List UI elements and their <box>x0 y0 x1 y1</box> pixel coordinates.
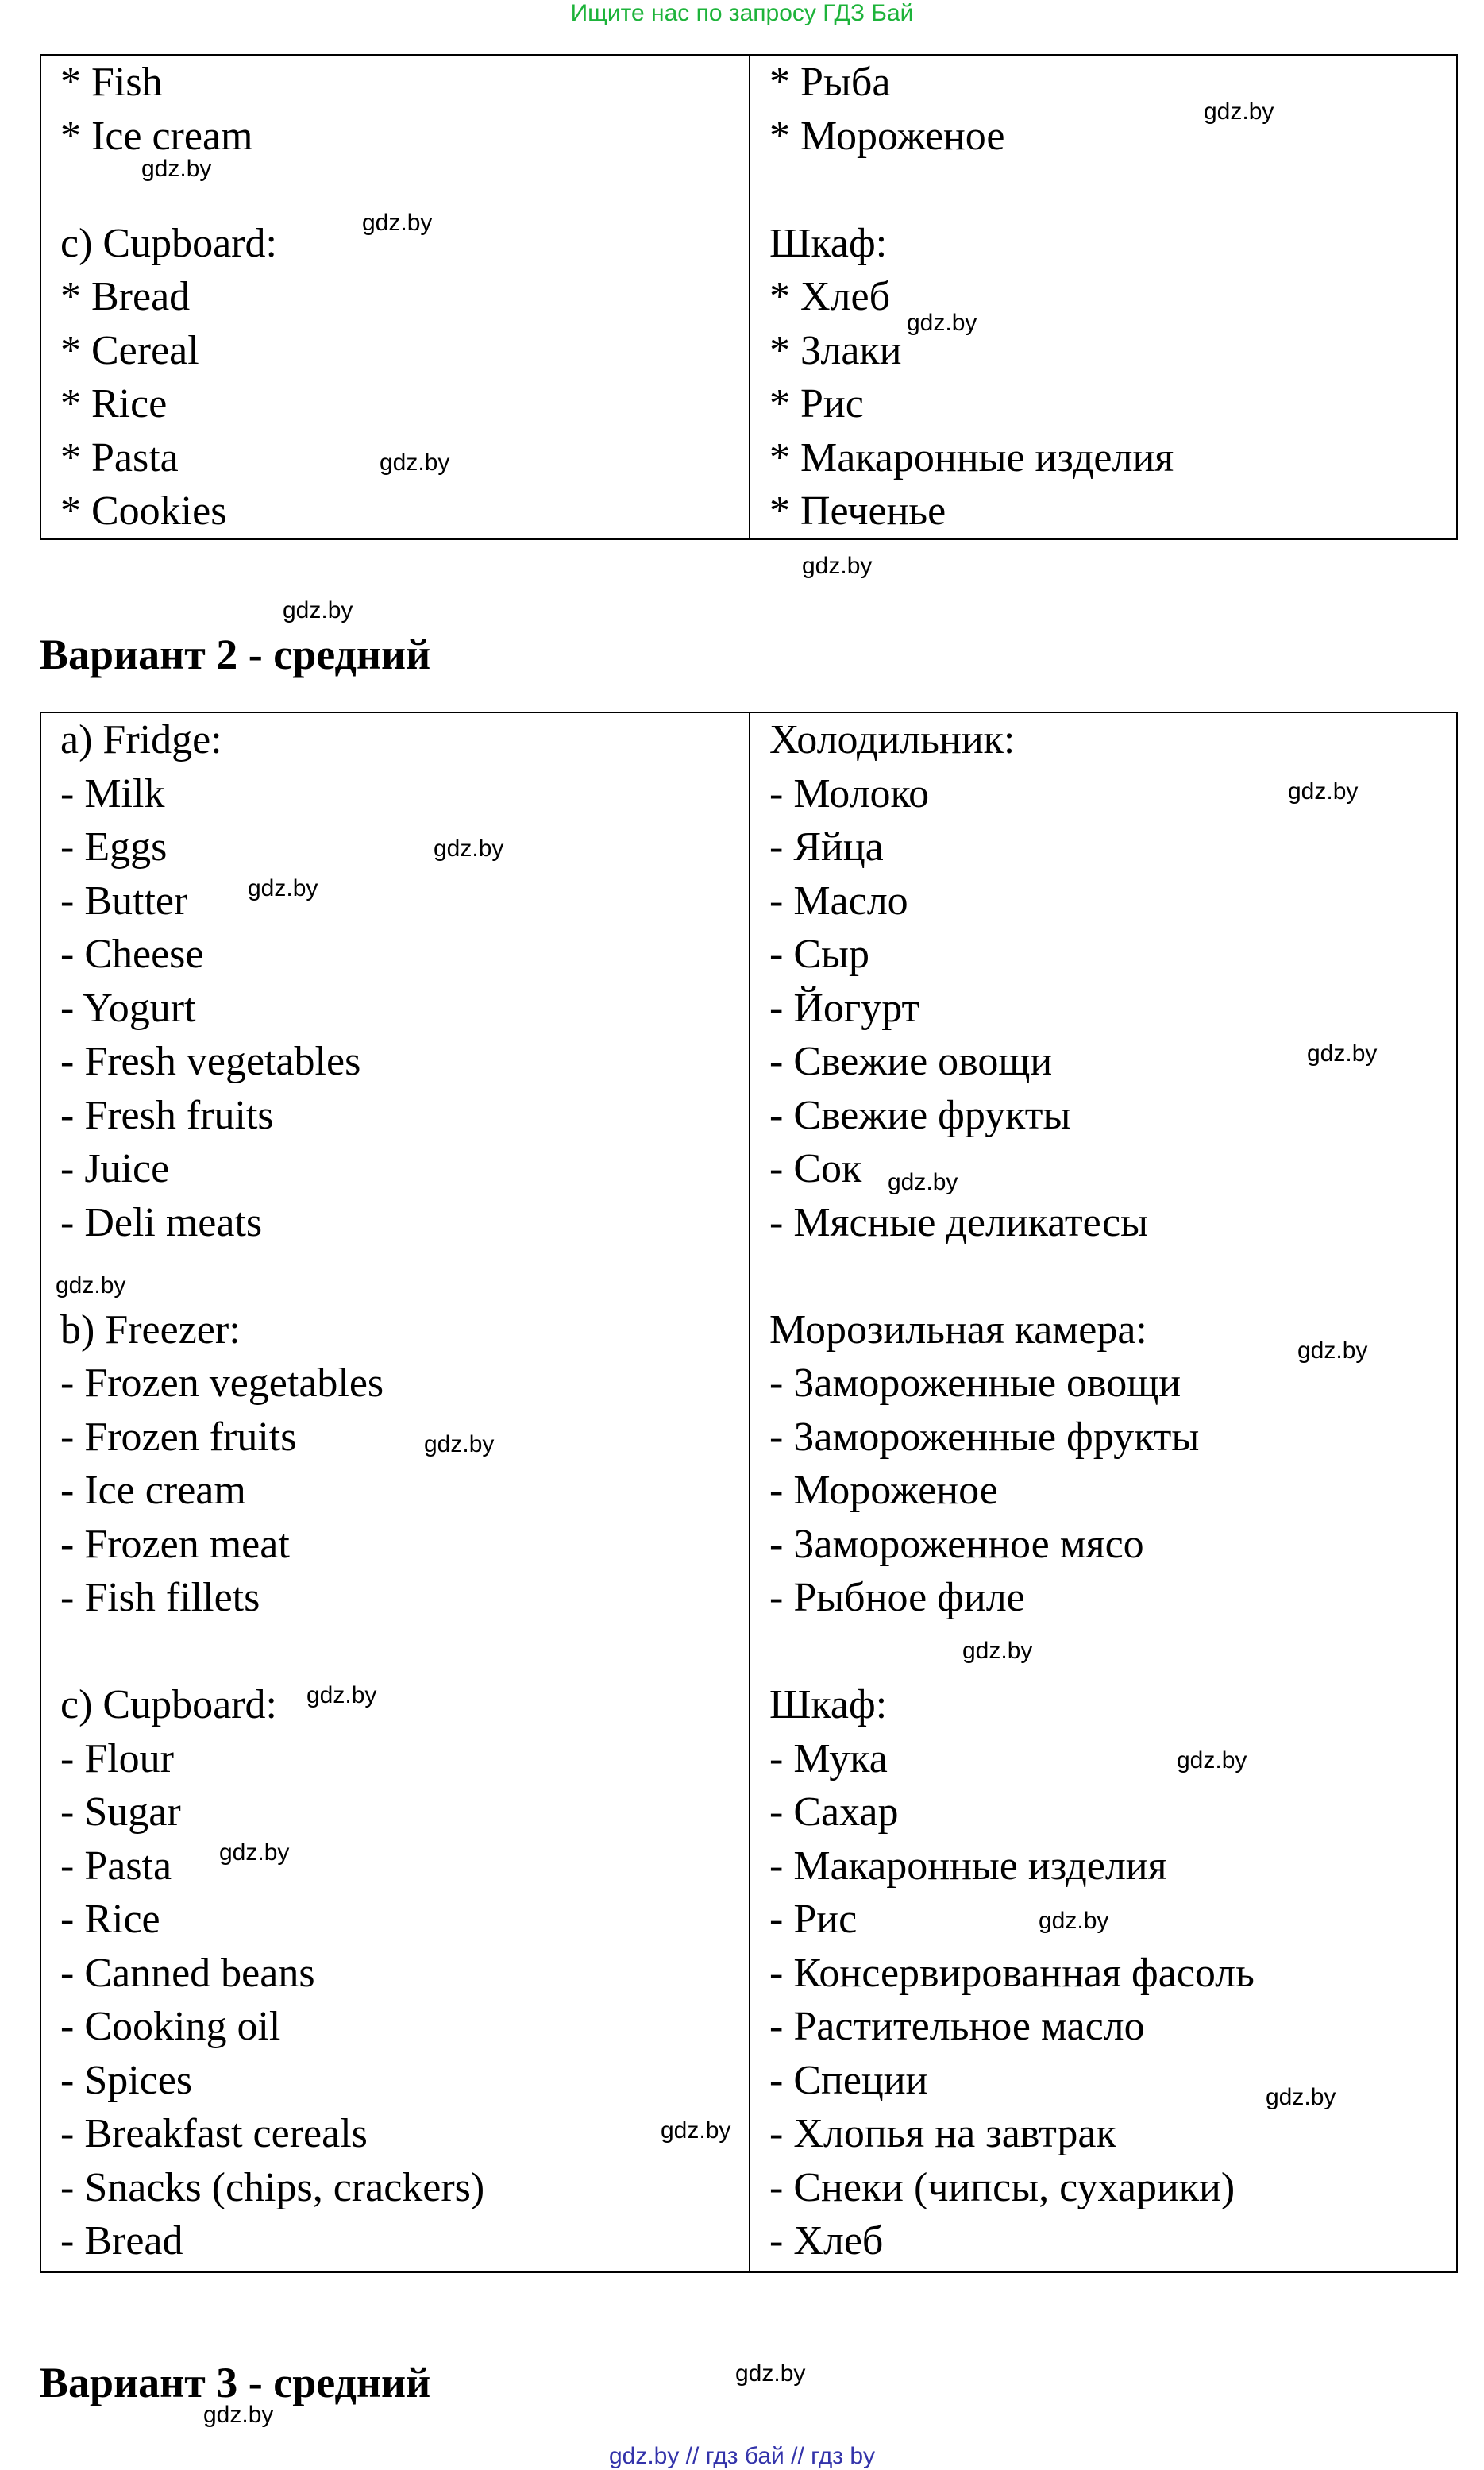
list-item: - Snacks (chips, crackers) <box>60 2164 485 2210</box>
list-item: - Cooking oil <box>60 2004 281 2049</box>
list-item: * Ice cream <box>60 113 253 159</box>
list-item: - Bread <box>60 2218 183 2264</box>
list-item: * Cookies <box>60 488 227 534</box>
list-item: - Хлеб <box>769 2218 884 2264</box>
list-item: - Мясные деликатесы <box>769 1199 1149 1245</box>
list-item: - Frozen meat <box>60 1521 290 1567</box>
list-item: * Cereal <box>60 327 199 373</box>
list-item: - Butter <box>60 878 188 924</box>
list-item: - Молоко <box>769 770 930 816</box>
list-item: Морозильная камера: <box>769 1306 1147 1353</box>
list-item: b) Freezer: <box>60 1306 241 1353</box>
list-item: - Milk <box>60 770 165 816</box>
watermark: gdz.by <box>1177 1747 1247 1773</box>
list-item: * Хлеб <box>769 274 891 319</box>
list-item: - Deli meats <box>60 1199 263 1245</box>
list-item: * Злаки <box>769 327 902 373</box>
list-item: - Свежие овощи <box>769 1039 1053 1084</box>
list-item: - Juice <box>60 1146 170 1191</box>
list-item: - Canned beans <box>60 1950 315 1996</box>
list-item: * Рис <box>769 381 864 426</box>
watermark: gdz.by <box>907 310 977 336</box>
variant-2-heading: Вариант 2 - средний <box>40 631 431 678</box>
list-item: - Сыр <box>769 932 869 977</box>
watermark: gdz.by <box>1266 2084 1336 2110</box>
list-item: - Специи <box>769 2057 928 2103</box>
list-item: * Печенье <box>769 488 946 534</box>
table-1 <box>40 54 1458 540</box>
list-item: * Pasta <box>60 434 179 480</box>
list-item: - Breakfast cereals <box>60 2111 368 2156</box>
watermark: gdz.by <box>802 553 873 579</box>
list-item: * Fish <box>60 60 163 105</box>
list-item: - Frozen vegetables <box>60 1360 384 1406</box>
watermark: gdz.by <box>1039 1908 1109 1934</box>
list-item: * Макаронные изделия <box>769 434 1174 480</box>
watermark: gdz.by <box>735 2360 806 2387</box>
watermark: gdz.by <box>434 836 504 862</box>
list-item: - Масло <box>769 878 908 924</box>
list-item: - Rice <box>60 1897 160 1942</box>
list-item: c) Cupboard: <box>60 220 277 266</box>
list-item: - Хлопья на завтрак <box>769 2111 1116 2156</box>
top-banner[interactable]: Ищите нас по запросу ГДЗ Бай <box>570 0 914 26</box>
table-2 <box>40 712 1458 2273</box>
list-item: - Sugar <box>60 1789 181 1835</box>
list-item: - Макаронные изделия <box>769 1843 1167 1889</box>
list-item: * Rice <box>60 381 168 426</box>
list-item: - Eggs <box>60 824 168 870</box>
watermark: gdz.by <box>362 210 433 236</box>
list-item: - Снеки (чипсы, сухарики) <box>769 2164 1235 2210</box>
list-item: - Flour <box>60 1735 174 1781</box>
watermark: gdz.by <box>661 2117 731 2144</box>
list-item: Шкаф: <box>769 220 888 266</box>
list-item: - Замороженные фрукты <box>769 1414 1200 1460</box>
list-item: - Frozen fruits <box>60 1414 297 1460</box>
list-item: - Рис <box>769 1897 858 1942</box>
watermark: gdz.by <box>424 1431 495 1457</box>
watermark: gdz.by <box>1204 98 1274 125</box>
watermark: gdz.by <box>1288 778 1359 805</box>
list-item: - Растительное масло <box>769 2004 1145 2049</box>
list-item: - Pasta <box>60 1843 172 1889</box>
list-item: * Рыба <box>769 60 891 105</box>
list-item: - Ice cream <box>60 1468 246 1513</box>
watermark: gdz.by <box>283 597 353 623</box>
variant-3-heading: Вариант 3 - средний <box>40 2359 431 2406</box>
table-2-right-column <box>750 713 1456 2271</box>
watermark: gdz.by <box>248 875 318 901</box>
watermark: gdz.by <box>141 156 212 182</box>
list-item: - Spices <box>60 2057 193 2103</box>
table-1-right-column <box>750 56 1456 538</box>
list-item: - Сок <box>769 1146 862 1191</box>
list-item: - Яйца <box>769 824 884 870</box>
list-item: Холодильник: <box>769 717 1016 762</box>
watermark: gdz.by <box>306 1682 377 1708</box>
list-item: - Сахар <box>769 1789 899 1835</box>
watermark: gdz.by <box>203 2402 274 2428</box>
list-item: - Fresh fruits <box>60 1092 274 1138</box>
watermark: gdz.by <box>1307 1040 1378 1067</box>
list-item: c) Cupboard: <box>60 1682 277 1727</box>
list-item: - Cheese <box>60 932 204 977</box>
list-item: - Замороженное мясо <box>769 1521 1144 1567</box>
table-2-left-column <box>41 713 750 2271</box>
list-item: - Консервированная фасоль <box>769 1950 1255 1996</box>
list-item: - Рыбное филе <box>769 1575 1025 1620</box>
watermark: gdz.by <box>888 1169 958 1195</box>
watermark: gdz.by <box>56 1272 126 1299</box>
list-item: - Йогурт <box>769 985 920 1031</box>
list-item: - Fish fillets <box>60 1575 260 1620</box>
list-item: a) Fridge: <box>60 717 222 762</box>
watermark: gdz.by <box>962 1638 1033 1664</box>
watermark: gdz.by <box>1297 1337 1368 1364</box>
footer-links[interactable]: gdz.by // гдз бай // гдз by <box>608 2443 876 2469</box>
watermark: gdz.by <box>219 1839 290 1866</box>
list-item: - Замороженные овощи <box>769 1360 1181 1406</box>
list-item: * Bread <box>60 274 191 319</box>
list-item: * Мороженое <box>769 113 1005 159</box>
watermark: gdz.by <box>380 450 450 476</box>
list-item: - Мука <box>769 1735 888 1781</box>
list-item: - Fresh vegetables <box>60 1039 361 1084</box>
list-item: Шкаф: <box>769 1682 888 1727</box>
list-item: - Свежие фрукты <box>769 1092 1071 1138</box>
list-item: - Yogurt <box>60 985 196 1031</box>
list-item: - Мороженое <box>769 1468 998 1513</box>
